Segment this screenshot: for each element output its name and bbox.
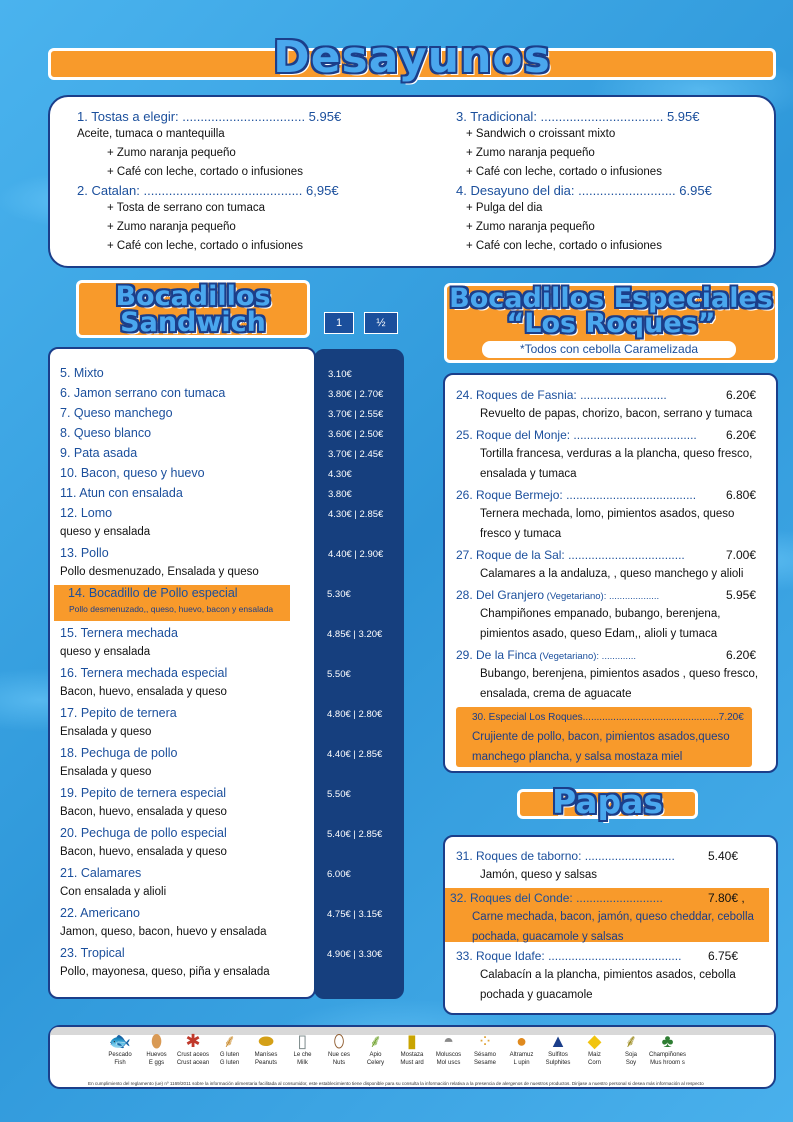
- bocadillo-name: 5. Mixto: [60, 366, 104, 380]
- desayuno-heading: 1. Tostas a elegir: .................................. 5.95€: [77, 109, 342, 124]
- papa-price: 7.80€ ,: [708, 891, 745, 905]
- especial-name: 24. Roques de Fasnia: ..........................: [456, 388, 667, 402]
- allergen-name-en: Soy: [625, 1059, 637, 1066]
- bocadillo-name: 15. Ternera mechada: [60, 626, 178, 640]
- especial-desc: Revuelto de papas, chorizo, bacon, serrano y tumaca: [480, 408, 753, 420]
- allergen-name-en: G luten: [219, 1059, 240, 1066]
- desayuno-line: + Café con leche, cortado o infusiones: [107, 240, 303, 252]
- bocadillo-desc: Pollo desmenuzado,, queso, huevo, bacon y ensalada: [69, 604, 274, 614]
- gluten-icon: ⸙: [222, 1031, 237, 1051]
- peanut-icon: ⬬: [258, 1031, 274, 1051]
- especial-los-roques-name: 30. Especial Los Roques.................................................7.20€: [472, 712, 744, 723]
- vegetariano-tag: (Vegetariano): ...................: [544, 591, 660, 602]
- bocadillo-price: 4.80€ | 2.80€: [327, 709, 383, 720]
- allergen-name-en: Corn: [587, 1059, 601, 1066]
- papa-desc: Jamón, queso y salsas: [480, 869, 597, 881]
- bocadillos-title: [76, 281, 310, 338]
- bocadillo-name: 18. Pechuga de pollo: [60, 746, 178, 760]
- allergen-item: [611, 1030, 651, 1067]
- especial-name: 27. Roque de la Sal: ...................................: [456, 548, 685, 562]
- bocadillo-desc: queso y ensalada: [60, 646, 151, 658]
- bocadillos-title-line2: Sandwich: [120, 306, 266, 338]
- sesame-icon: ⁘: [477, 1031, 493, 1051]
- allergen-name-es: Nue ces: [327, 1052, 350, 1058]
- desayuno-line: + Zumo naranja pequeño: [107, 221, 236, 233]
- especial-desc: Champiñones empanado, bubango, berenjena,: [480, 608, 721, 620]
- allergen-name-en: Milk: [297, 1059, 308, 1066]
- bocadillo-desc: Pollo desmenuzado, Ensalada y queso: [60, 566, 259, 578]
- desayuno-line: + Zumo naranja pequeño: [107, 147, 236, 159]
- desayuno-line: + Zumo naranja pequeño: [466, 147, 595, 159]
- bocadillo-name: 21. Calamares: [60, 866, 142, 880]
- papas-title: Papas: [551, 782, 664, 821]
- papa-desc: pochada y guacamole: [480, 989, 593, 1001]
- especial-desc: Ternera mechada, lomo, pimientos asados, queso: [480, 508, 735, 520]
- allergen-item: [246, 1030, 286, 1067]
- bocadillo-price: 3.80€: [328, 489, 352, 500]
- bocadillo-name: 22. Americano: [60, 906, 140, 920]
- allergen-name-es: Soja: [624, 1052, 637, 1058]
- bocadillo-price: 4.85€ | 3.20€: [327, 629, 383, 640]
- allergen-name-es: Sésamo: [473, 1052, 496, 1058]
- bocadillo-name: 23. Tropical: [60, 946, 125, 960]
- allergen-name-en: L upin: [513, 1059, 530, 1066]
- allergen-item: [319, 1030, 359, 1067]
- desayuno-line: + Café con leche, cortado o infusiones: [466, 166, 662, 178]
- especial-desc: ensalada y tumaca: [480, 468, 577, 480]
- bocadillo-name: 10. Bacon, queso y huevo: [60, 466, 205, 480]
- bocadillo-name: 20. Pechuga de pollo especial: [60, 826, 227, 840]
- bocadillo-desc: queso y ensalada: [60, 526, 151, 538]
- bocadillo-name: 16. Ternera mechada especial: [60, 666, 228, 680]
- especiales-title: [444, 283, 778, 339]
- bocadillo-price: 4.40€ | 2.85€: [327, 749, 383, 760]
- allergen-name-en: E ggs: [148, 1059, 165, 1066]
- bocadillo-desc: Con ensalada y alioli: [60, 886, 167, 898]
- allergen-name-es: Champiñones: [648, 1052, 687, 1058]
- nuts-icon: ⬯: [333, 1031, 345, 1051]
- especial-name: 25. Roque del Monje: .....................................: [456, 428, 697, 442]
- desayuno-line: Aceite, tumaca o mantequilla: [77, 128, 225, 140]
- bocadillo-price: 3.70€ | 2.45€: [328, 449, 384, 460]
- allergen-item: [392, 1030, 432, 1067]
- allergen-item: [502, 1030, 542, 1067]
- papa-name: 31. Roques de taborno: ...........................: [456, 849, 675, 863]
- especial-desc: Bubango, berenjena, pimientos asados , queso fresco,: [480, 668, 759, 680]
- especial-los-roques-desc: manchego plancha, y salsa mostaza miel: [472, 751, 683, 763]
- cebolla-note: *Todos con cebolla Caramelizada: [482, 341, 736, 358]
- bocadillo-price: 3.80€ | 2.70€: [328, 389, 384, 400]
- celery-icon: ⸙: [368, 1031, 383, 1051]
- especiales-title-line1: Bocadillos Especiales: [449, 283, 773, 314]
- soy-icon: ⸙: [624, 1031, 638, 1051]
- especial-desc: ensalada, crema de aguacate: [480, 688, 632, 700]
- bocadillo-price: 5.30€: [327, 589, 351, 600]
- bocadillo-price: 3.10€: [328, 369, 352, 380]
- allergen-name-en: Peanuts: [254, 1059, 278, 1066]
- bocadillo-name: 7. Queso manchego: [60, 406, 173, 420]
- especial-price: 7.00€: [726, 548, 757, 562]
- papa-price: 6.75€: [708, 949, 739, 963]
- especial-name: 26. Roque Bermejo: .......................................: [456, 488, 697, 502]
- fish-icon: 🐟: [108, 1031, 132, 1051]
- desayuno-line: + Zumo naranja pequeño: [466, 221, 595, 233]
- bocadillo-desc: Ensalada y queso: [60, 726, 152, 738]
- bocadillo-name: 8. Queso blanco: [60, 426, 152, 440]
- bocadillo-name: 9. Pata asada: [60, 446, 138, 460]
- desayuno-line: + Tosta de serrano con tumaca: [107, 202, 266, 214]
- desayunos-panel: [48, 95, 776, 268]
- bocadillo-price: 5.40€ | 2.85€: [327, 829, 383, 840]
- papa-name: 33. Roque Idafe: ........................................: [456, 949, 682, 963]
- allergen-name-en: Crust acean: [176, 1059, 210, 1066]
- desayuno-heading: 4. Desayuno del dia: ........................... 6.95€: [456, 183, 712, 198]
- bocadillo-name: 12. Lomo: [60, 506, 113, 520]
- allergen-name-en: Must ard: [400, 1059, 424, 1066]
- allergen-item: [538, 1030, 578, 1067]
- especial-desc: pimientos asado, queso Edam,, alioli y tumaca: [480, 628, 718, 640]
- bocadillo-name: 19. Pepito de ternera especial: [60, 786, 227, 800]
- bocadillo-name: 14. Bocadillo de Pollo especial: [68, 586, 238, 600]
- allergen-name-en: Nuts: [332, 1059, 346, 1066]
- allergen-item: [137, 1030, 177, 1067]
- allergen-item: [465, 1030, 505, 1067]
- especial-price: 6.80€: [726, 488, 757, 502]
- legal-notice: En cumplimiento del reglamento (ue) nº 1169/2011 sobre la información alimentaria facilitada al consumidor, este establecimiento tiene disponible para su consulta la información relativa a la presencia de alergenos de nuestros productos. Dirijase a nuestro personal si desea más información al respecto: [88, 1081, 704, 1086]
- papa-price: 5.40€: [708, 849, 739, 863]
- allergen-name-es: Apio: [369, 1052, 382, 1058]
- allergen-item: [356, 1030, 396, 1067]
- allergen-item: [100, 1030, 140, 1067]
- bocadillo-desc: Bacon, huevo, ensalada y queso: [60, 846, 227, 858]
- mustard-icon: ▮: [407, 1031, 417, 1051]
- desayuno-heading: 3. Tradicional: .................................. 5.95€: [456, 109, 700, 124]
- mollusc-icon: ◓: [443, 1031, 454, 1051]
- especiales-title-line2: “Los Roques”: [506, 307, 716, 339]
- especial-price: 5.95€: [726, 588, 757, 602]
- bocadillo-price: 3.70€ | 2.55€: [328, 409, 384, 420]
- allergen-name-en: Fish: [114, 1059, 126, 1066]
- papa-desc: Carne mechada, bacon, jamón, queso cheddar, cebolla: [472, 911, 754, 923]
- especial-name: 28. Del Granjero (Vegetariano): ...................: [456, 588, 660, 602]
- especial-price: 6.20€: [726, 428, 757, 442]
- allergen-item: [210, 1030, 250, 1067]
- allergen-name-es: Sulfitos: [548, 1052, 568, 1058]
- allergen-name-es: G luten: [219, 1052, 240, 1058]
- bocadillo-price: 4.40€ | 2.90€: [328, 549, 384, 560]
- desayuno-line: + Café con leche, cortado o infusiones: [107, 166, 303, 178]
- allergen-name-es: Maníses: [254, 1052, 278, 1058]
- egg-icon: ⬮: [150, 1031, 163, 1051]
- corn-icon: ◆: [587, 1031, 602, 1051]
- bocadillo-desc: Bacon, huevo, ensalada y queso: [60, 686, 227, 698]
- especial-price: 6.20€: [726, 388, 757, 402]
- lupin-icon: ●: [516, 1031, 527, 1051]
- desayuno-heading: 2. Catalan: ............................................ 6,95€: [77, 183, 339, 198]
- bocadillo-name: 11. Atun con ensalada: [60, 486, 183, 500]
- bocadillo-desc: Pollo, mayonesa, queso, piña y ensalada: [60, 966, 270, 978]
- allergen-name-en: Sesame: [473, 1059, 496, 1066]
- size-half-label: ½: [364, 312, 398, 334]
- milk-icon: ▯: [297, 1031, 308, 1051]
- allergen-item: [173, 1030, 213, 1067]
- bocadillo-name: 13. Pollo: [60, 546, 109, 560]
- bocadillo-name: 6. Jamon serrano con tumaca: [60, 386, 226, 400]
- allergen-name-es: Le che: [293, 1052, 312, 1058]
- allergen-name-es: Altramuz: [509, 1052, 534, 1058]
- crustacean-icon: ✱: [185, 1031, 201, 1051]
- desayuno-line: + Sandwich o croissant mixto: [466, 128, 616, 140]
- desayunos-title: Desayunos: [273, 32, 551, 83]
- bocadillo-desc: Bacon, huevo, ensalada y queso: [60, 806, 227, 818]
- allergen-name-es: Huevos: [146, 1052, 167, 1058]
- allergen-name-es: Moluscos: [435, 1052, 462, 1058]
- especial-price: 6.20€: [726, 648, 757, 662]
- size-full-label: 1: [324, 312, 354, 334]
- especial-desc: fresco y tumaca: [480, 528, 562, 540]
- bocadillo-price: 4.75€ | 3.15€: [327, 909, 383, 920]
- allergen-name-es: Pescado: [108, 1052, 132, 1058]
- sulphites-icon: ▲: [549, 1031, 567, 1051]
- allergen-name-en: Mol uscs: [436, 1059, 461, 1066]
- papa-desc: Calabacín a la plancha, pimientos asados, cebolla: [480, 969, 736, 981]
- allergen-name-es: Crust aceos: [176, 1052, 209, 1058]
- bocadillo-price: 4.90€ | 3.30€: [327, 949, 383, 960]
- especial-desc: Calamares a la andaluza, , queso manchego y alioli: [480, 568, 744, 580]
- allergen-name-en: Sulphites: [545, 1059, 571, 1066]
- especial-desc: Tortilla francesa, verduras a la plancha, queso fresco,: [480, 448, 753, 460]
- especial-los-roques-desc: Crujiente de pollo, bacon, pimientos asados,queso: [472, 731, 730, 743]
- papa-name: 32. Roques del Conde: ..........................: [450, 891, 663, 905]
- bocadillo-price: 6.00€: [327, 869, 351, 880]
- allergen-name-es: Mostaza: [400, 1052, 424, 1058]
- bocadillo-price: 5.50€: [327, 789, 351, 800]
- bocadillo-price: 4.30€ | 2.85€: [328, 509, 384, 520]
- allergen-name-en: Mus hroom s: [650, 1059, 685, 1066]
- bocadillo-price: 3.60€ | 2.50€: [328, 429, 384, 440]
- bocadillo-price: 4.30€: [328, 469, 352, 480]
- papa-desc: pochada, guacamole y salsas: [472, 931, 624, 943]
- allergen-item: [575, 1030, 615, 1067]
- bocadillo-desc: Jamon, queso, bacon, huevo y ensalada: [60, 926, 267, 938]
- allergen-item: [648, 1030, 688, 1067]
- allergen-item: [283, 1030, 323, 1067]
- mushroom-icon: ♣: [661, 1031, 674, 1051]
- allergen-name-en: Celery: [366, 1059, 385, 1066]
- bocadillo-name: 17. Pepito de ternera: [60, 706, 177, 720]
- bocadillo-price: 5.50€: [327, 669, 351, 680]
- allergen-item: [429, 1030, 469, 1067]
- bocadillos-title-line1: Bocadillos: [115, 281, 271, 312]
- desayuno-line: + Café con leche, cortado o infusiones: [466, 240, 662, 252]
- especial-name: 29. De la Finca (Vegetariano): .............: [456, 648, 636, 662]
- allergen-name-es: Maiz: [588, 1052, 601, 1058]
- desayuno-line: + Pulga del dia: [466, 202, 543, 214]
- bocadillo-desc: Ensalada y queso: [60, 766, 152, 778]
- vegetariano-tag: (Vegetariano): .............: [536, 651, 636, 662]
